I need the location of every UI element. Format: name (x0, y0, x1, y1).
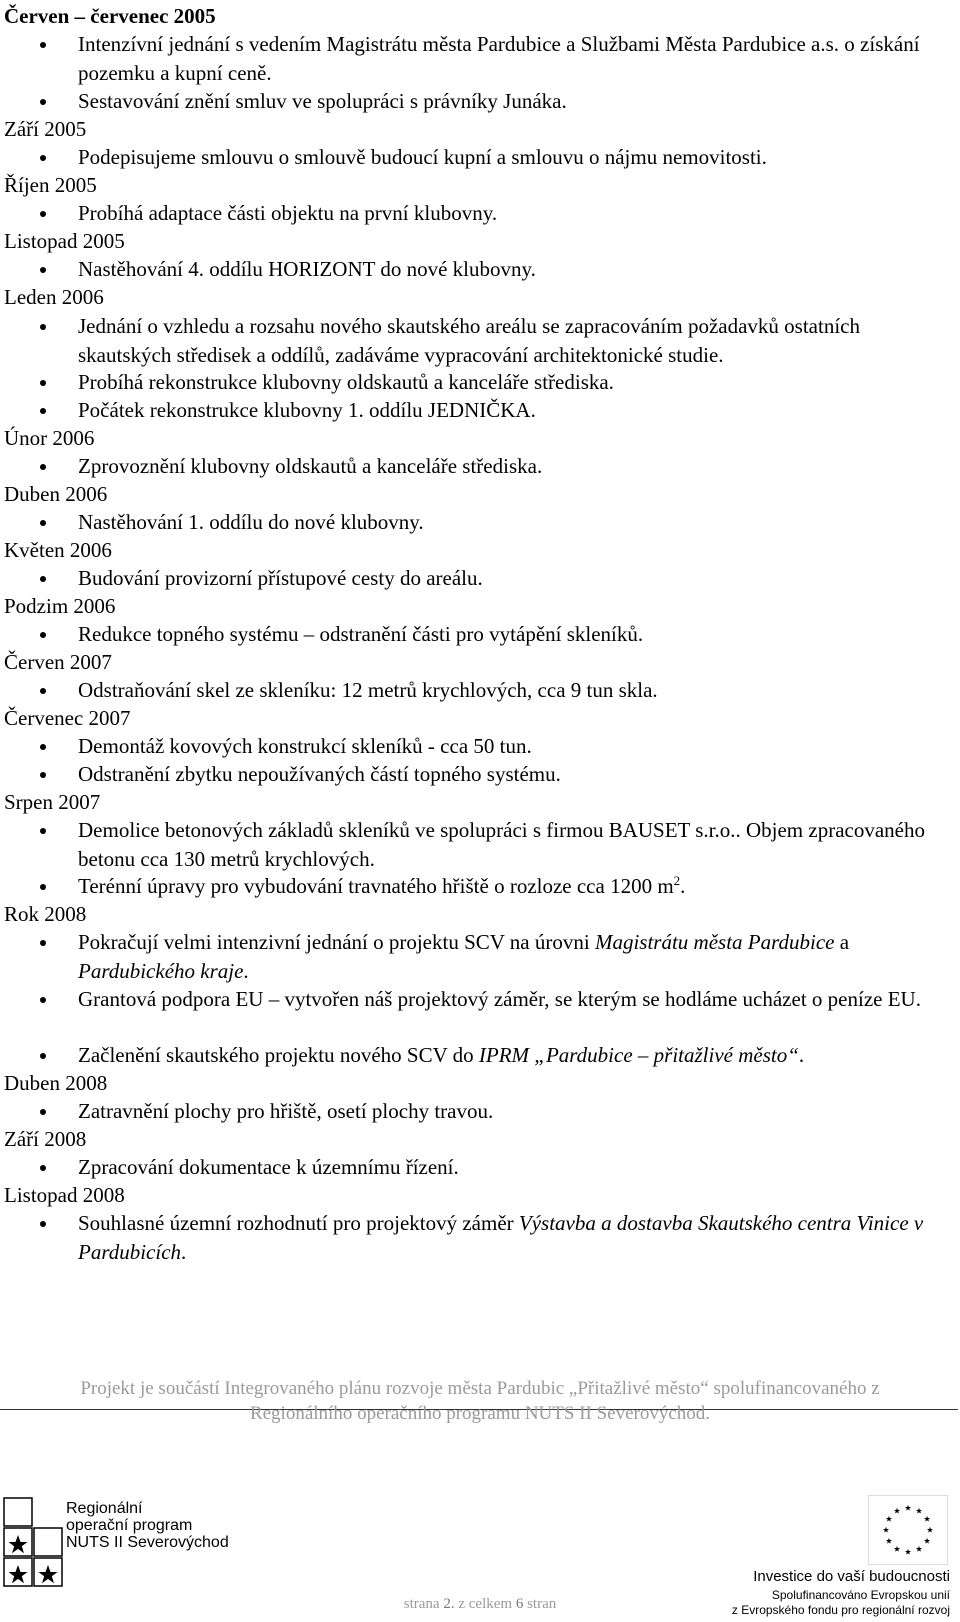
section-heading: Podzim 2006 (4, 594, 116, 618)
section-heading: Listopad 2005 (4, 229, 125, 253)
rop-logo-text-line3: NUTS II Severovýchod (66, 1534, 229, 1551)
section-heading: Červen – červenec 2005 (4, 4, 216, 28)
list-item: Demontáž kovových konstrukcí skleníků - cca 50 tun. (78, 732, 950, 761)
list-item: Zprovoznění klubovny oldskautů a kanceláře střediska. (78, 452, 950, 481)
section-heading: Srpen 2007 (4, 790, 101, 814)
rop-logo-text-line2: operační program (66, 1517, 193, 1534)
list-item: Redukce topného systému – odstranění části pro vytápění skleníků. (78, 620, 950, 649)
section-heading: Únor 2006 (4, 426, 95, 450)
bullet-icon (40, 772, 46, 778)
bullet-icon (40, 828, 46, 834)
section-heading: Červenec 2007 (4, 706, 131, 730)
bullet-icon (40, 1109, 46, 1115)
list-item: Terénní úpravy pro vybudování travnatého hřiště o rozloze cca 1200 $m^2$. (78, 872, 950, 901)
bullet-icon (40, 464, 46, 470)
section-heading: Leden 2006 (4, 285, 104, 309)
section-heading: Rok 2008 (4, 902, 87, 926)
bullet-icon (40, 688, 46, 694)
section-heading: Květen 2006 (4, 538, 112, 562)
section-heading: Duben 2008 (4, 1071, 108, 1095)
list-item: Budování provizorní přístupové cesty do areálu. (78, 564, 950, 593)
bullet-icon (40, 744, 46, 750)
list-item: Začlenění skautského projektu nového SCV do IPRM „Pardubice – přitažlivé město“. (78, 1041, 950, 1070)
bullet-icon (40, 576, 46, 582)
page-number: strana 2. z celkem 6 stran (403, 1596, 557, 1612)
bullet-icon (40, 99, 46, 105)
footer-text-line1: Projekt je součástí Integrovaného plánu rozvoje města Pardubic „Přitažlivé město“ spolufinancovaného z (80, 1378, 880, 1399)
eu-text-line3: z Evropského fondu pro regionální rozvoj (731, 1603, 950, 1617)
bullet-icon (40, 884, 46, 890)
list-item: Pokračují velmi intenzivní jednání o projektu SCV na úrovni Magistrátu města Pardubice a Pardubického kraje. (78, 928, 950, 985)
list-item: Intenzívní jednání s vedením Magistrátu města Pardubice a Službami Města Pardubice a.s. o získání pozemku a kupní ceně. (78, 30, 950, 87)
list-item: Sestavování znění smluv ve spolupráci s právníky Junáka. (78, 87, 950, 116)
list-item: Demolice betonových základů skleníků ve spolupráci s firmou BAUSET s.r.o.. Objem zpracovaného betonu cca 130 metrů krychlových. (78, 816, 950, 873)
eu-text-line1: Investice do vaší budoucnosti (753, 1568, 950, 1585)
list-item: Probíhá adaptace části objektu na první klubovny. (78, 199, 950, 228)
eu-text-line2: Spolufinancováno Evropskou unií (771, 1588, 950, 1602)
bullet-icon (40, 380, 46, 386)
superscript: 2 (673, 873, 681, 888)
bullet-icon (40, 155, 46, 161)
list-item: Odstraňování skel ze skleníku: 12 metrů krychlových, cca 9 tun skla. (78, 676, 950, 705)
rop-logo-text-line1: Regionální (66, 1500, 143, 1517)
bullet-icon (40, 267, 46, 273)
section-heading: Červen 2007 (4, 650, 112, 674)
bullet-icon (40, 1221, 46, 1227)
list-item: Podepisujeme smlouvu o smlouvě budoucí kupní a smlouvu o nájmu nemovitosti. (78, 143, 950, 172)
eu-flag-icon (868, 1495, 948, 1565)
bullet-icon (40, 940, 46, 946)
list-item: Grantová podpora EU – vytvořen náš projektový záměr, se kterým se hodláme ucházet o peníze EU. (78, 985, 950, 1014)
bullet-icon (40, 520, 46, 526)
list-item: Zatravnění plochy pro hřiště, osetí plochy travou. (78, 1097, 950, 1126)
list-item: Odstranění zbytku nepoužívaných částí topného systému. (78, 760, 950, 789)
bullet-icon (40, 324, 46, 330)
section-heading: Říjen 2005 (4, 173, 97, 197)
list-item: Nastěhování 1. oddílu do nové klubovny. (78, 508, 950, 537)
list-item: Jednání o vzhledu a rozsahu nového skautského areálu se zapracováním požadavků ostatních skautských středisek a oddílů, zadáváme vypracování architektonické studie. (78, 312, 950, 369)
section-heading: Září 2008 (4, 1127, 87, 1151)
bullet-icon (40, 997, 46, 1003)
list-item: Zpracování dokumentace k územnímu řízení. (78, 1153, 950, 1182)
list-item: Počátek rekonstrukce klubovny 1. oddílu JEDNIČKA. (78, 396, 950, 425)
list-item: Probíhá rekonstrukce klubovny oldskautů a kanceláře střediska. (78, 368, 950, 397)
list-item: Nastěhování 4. oddílu HORIZONT do nové klubovny. (78, 255, 950, 284)
section-heading: Listopad 2008 (4, 1183, 125, 1207)
section-heading: Září 2005 (4, 117, 87, 141)
bullet-icon (40, 42, 46, 48)
section-heading: Duben 2006 (4, 482, 108, 506)
list-item: Souhlasné územní rozhodnutí pro projektový záměr Výstavba a dostavba Skautského centra Vinice v Pardubicích. (78, 1209, 950, 1266)
footer-text-line2: Regionálního operačního programu NUTS II Severovýchod. (249, 1403, 711, 1424)
bullet-icon (40, 1165, 46, 1171)
bullet-icon (40, 632, 46, 638)
bullet-icon (40, 211, 46, 217)
bullet-icon (40, 408, 46, 414)
bullet-icon (40, 1053, 46, 1059)
